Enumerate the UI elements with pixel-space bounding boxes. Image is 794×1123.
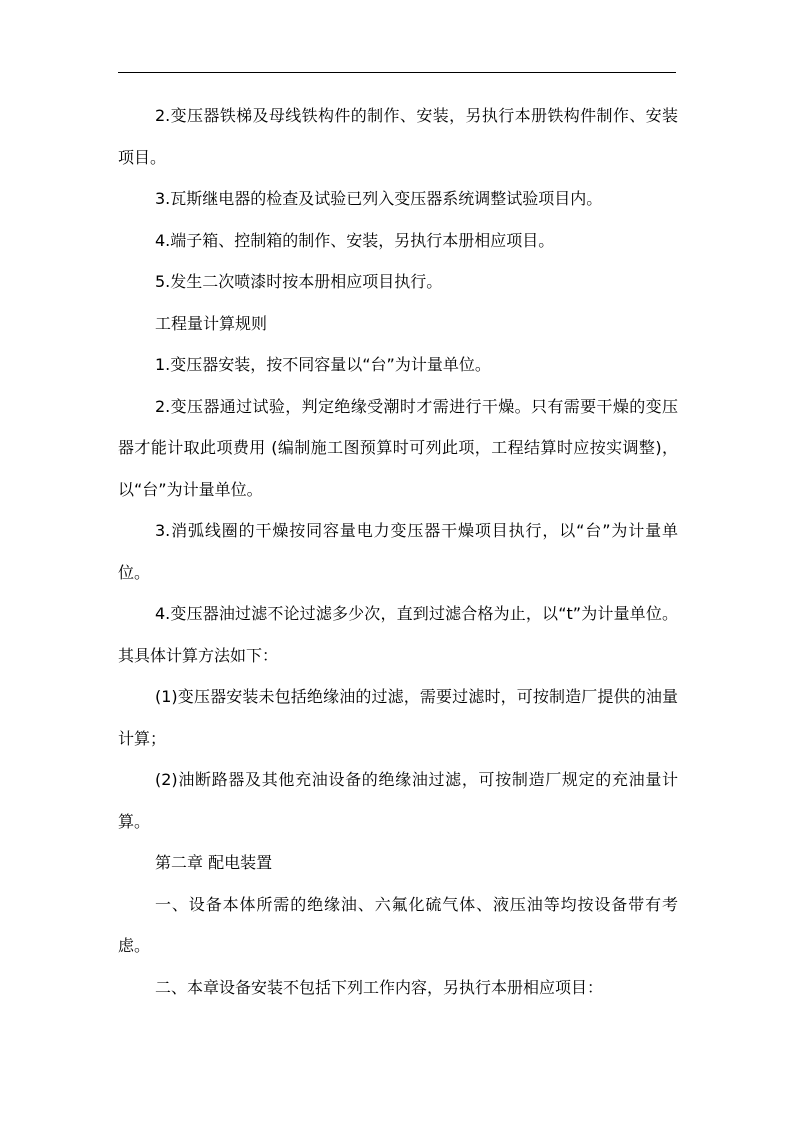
paragraph-oil-filtering: 4.变压器油过滤不论过滤多少次，直到过滤合格为止，以“t”为计量单位。其具体计算方法如下： (118, 604, 678, 665)
paragraph-arc-coil-drying: 3.消弧线圈的干燥按同容量电力变压器干燥项目执行，以“台”为计量单位。 (118, 521, 678, 582)
document-body (118, 95, 678, 1008)
paragraph-oil-filtering-item-1: (1)变压器安装未包括绝缘油的过滤，需要过滤时，可按制造厂提供的油量计算； (118, 687, 678, 748)
paragraph-transformer-ladder: 2.变压器铁梯及母线铁构件的制作、安装，另执行本册铁构件制作、安装项目。 (118, 106, 678, 167)
paragraph-excluded-work: 二、本章设备安装不包括下列工作内容，另执行本册相应项目： (155, 977, 604, 997)
paragraph-transformer-install: 1.变压器安装，按不同容量以“台”为计量单位。 (155, 355, 491, 374)
paragraph-transformer-drying: 2.变压器通过试验，判定绝缘受潮时才需进行干燥。只有需要干燥的变压器才能计取此项费用 (编制施工图预算时可列此项，工程结算时应按实调整)，以“台”为计量单位。 (118, 396, 678, 499)
header-rule (118, 72, 676, 73)
paragraph-equipment-oil: 一、设备本体所需的绝缘油、六氟化硫气体、液压油等均按设备带有考虑。 (118, 894, 678, 955)
section-heading-quantity-rules: 工程量计算规则 (155, 313, 268, 333)
paragraph-secondary-paint: 5.发生二次喷漆时按本册相应项目执行。 (155, 272, 443, 291)
paragraph-terminal-box: 4.端子箱、控制箱的制作、安装，另执行本册相应项目。 (155, 230, 555, 250)
paragraph-oil-filtering-item-2: (2)油断路器及其他充油设备的绝缘油过滤，可按制造厂规定的充油量计算。 (118, 770, 678, 831)
paragraph-gas-relay: 3.瓦斯继电器的检查及试验已列入变压器系统调整试验项目内。 (155, 189, 603, 208)
chapter-heading: 第二章 配电装置 (155, 853, 273, 872)
